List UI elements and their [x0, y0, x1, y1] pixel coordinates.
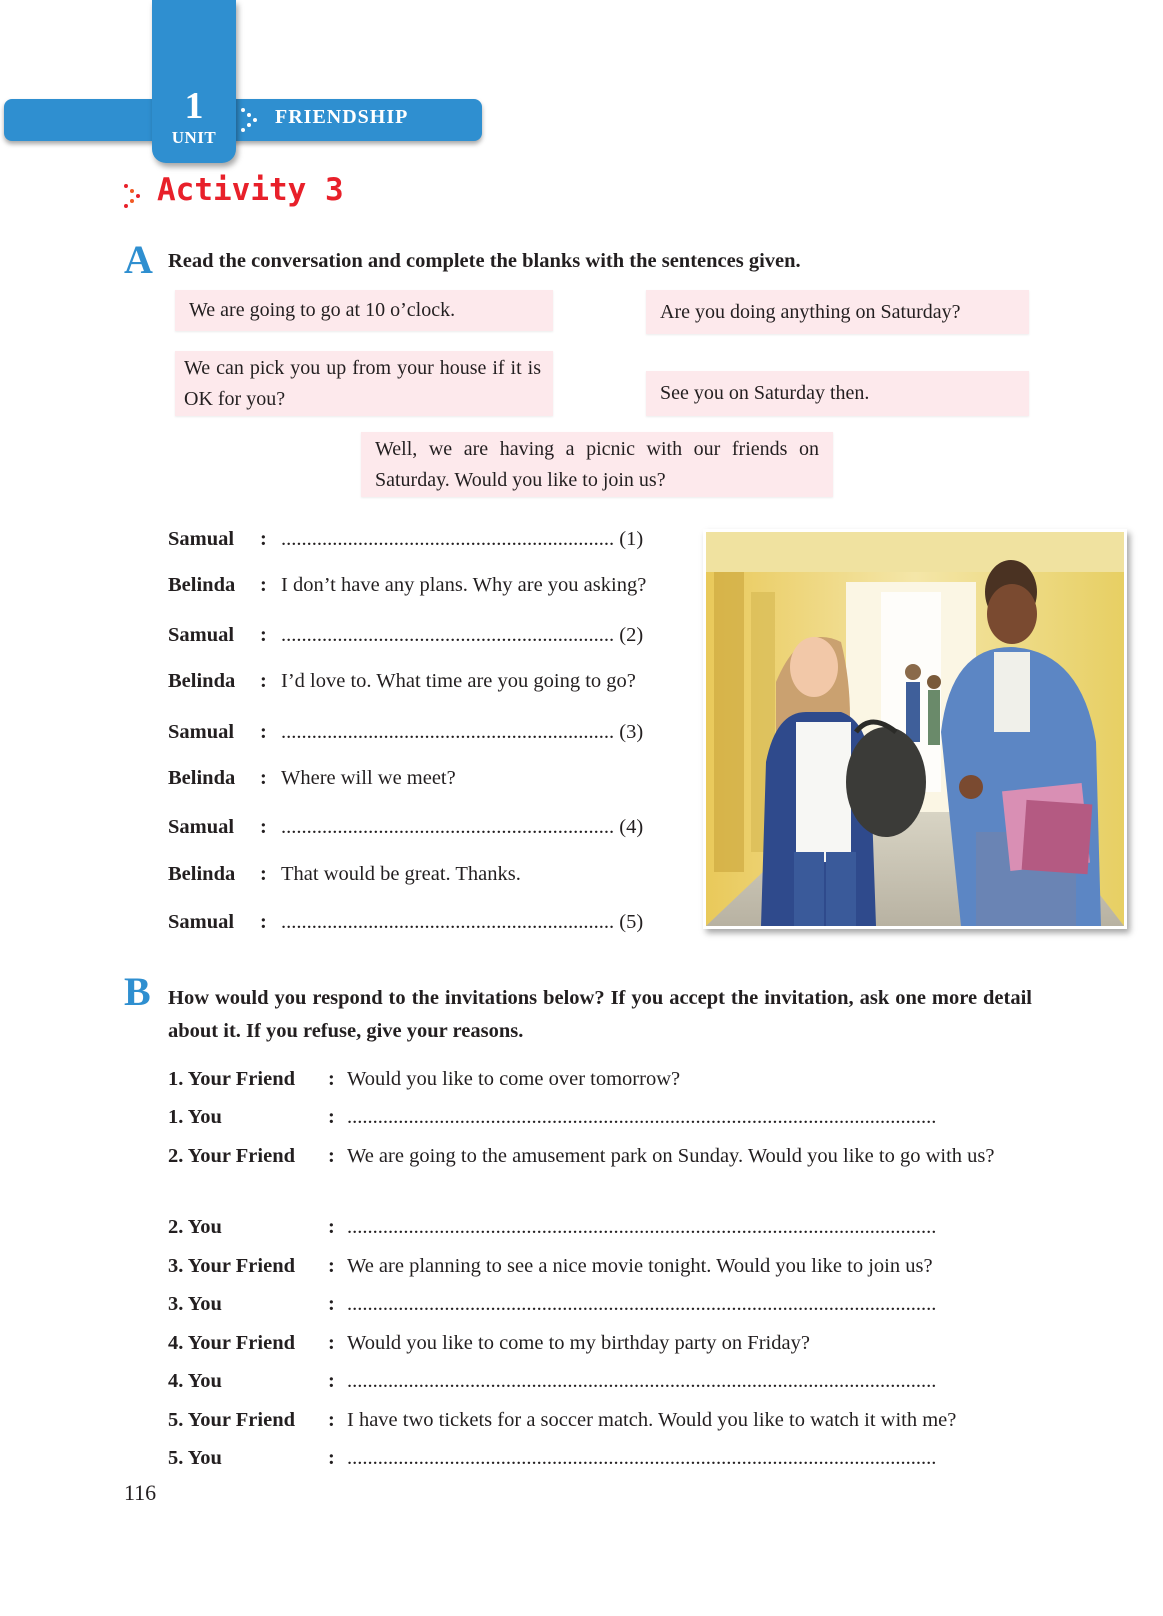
conversation-row — [168, 767, 668, 797]
conversation-row — [168, 624, 668, 654]
response-row — [168, 1211, 1032, 1245]
activity-title: Activity 3 — [157, 172, 344, 208]
speaker-colon: : — [260, 911, 267, 933]
speaker-colon: : — [260, 624, 267, 646]
invitation-text: We are going to the amusement park on Sunday. Would you like to go with us? — [347, 1145, 995, 1167]
respondent-colon: : — [328, 1447, 335, 1469]
respondent-colon: : — [328, 1370, 335, 1392]
answer-blank[interactable]: ................................................................................................................... — [347, 1447, 937, 1469]
respondent-colon: : — [328, 1409, 335, 1431]
response-row — [168, 1250, 1032, 1284]
answer-blank[interactable]: ................................................................................................................... — [347, 1293, 937, 1315]
response-row — [168, 1404, 1032, 1438]
sentence-box: See you on Saturday then. — [646, 371, 1029, 416]
respondent-label: 5. You — [168, 1447, 222, 1469]
conversation-row — [168, 670, 668, 700]
respondent-colon: : — [328, 1332, 335, 1354]
speaker-name: Samual — [168, 911, 235, 933]
response-row — [168, 1327, 1032, 1361]
section-b-instruction: How would you respond to the invitations below? If you accept the invitation, ask one more detail about it. If you refuse, give your reasons. — [168, 987, 1032, 1042]
response-row — [168, 1288, 1032, 1322]
answer-blank[interactable]: ................................................................. (4) — [281, 816, 644, 838]
respondent-label: 1. You — [168, 1106, 222, 1128]
unit-title: FRIENDSHIP — [275, 106, 409, 128]
dialogue-line: Where will we meet? — [281, 767, 456, 789]
conversation-row — [168, 721, 668, 751]
invitation-text: We are planning to see a nice movie tonight. Would you like to join us? — [347, 1255, 933, 1277]
respondent-label: 2. You — [168, 1216, 222, 1238]
conversation-row — [168, 816, 668, 846]
unit-label: UNIT — [171, 128, 217, 147]
speaker-colon: : — [260, 721, 267, 743]
respondent-label: 3. You — [168, 1293, 222, 1315]
respondent-label: 4. You — [168, 1370, 222, 1392]
section-a-instruction: Read the conversation and complete the blanks with the sentences given. — [168, 250, 801, 272]
sentence-box: We are going to go at 10 o’clock. — [175, 290, 553, 331]
answer-blank[interactable]: ................................................................................................................... — [347, 1216, 937, 1238]
speaker-name: Belinda — [168, 863, 236, 885]
speaker-name: Samual — [168, 721, 235, 743]
students-photo — [703, 529, 1127, 929]
invitation-text: Would you like to come to my birthday party on Friday? — [347, 1332, 810, 1354]
sentence-box: Are you doing anything on Saturday? — [646, 290, 1029, 334]
answer-blank[interactable]: ................................................................................................................... — [347, 1106, 937, 1128]
section-a-letter: A — [124, 237, 153, 282]
conversation-row — [168, 911, 668, 941]
unit-number: 1 — [184, 85, 204, 127]
answer-blank[interactable]: ................................................................. (2) — [281, 624, 644, 646]
answer-blank[interactable]: ................................................................. (3) — [281, 721, 644, 743]
speaker-colon: : — [260, 816, 267, 838]
conversation-row — [168, 863, 668, 893]
respondent-colon: : — [328, 1106, 335, 1128]
conversation-row — [168, 528, 668, 558]
respondent-label: 3. Your Friend — [168, 1255, 295, 1277]
answer-blank[interactable]: ................................................................. (5) — [281, 911, 644, 933]
speaker-name: Samual — [168, 816, 235, 838]
speaker-colon: : — [260, 528, 267, 550]
header-dots-icon — [241, 108, 261, 130]
dialogue-line: I don’t have any plans. Why are you asking? — [281, 574, 647, 596]
respondent-colon: : — [328, 1068, 335, 1090]
invitation-text: Would you like to come over tomorrow? — [347, 1068, 681, 1090]
unit-tab — [152, 0, 236, 163]
respondent-colon: : — [328, 1216, 335, 1238]
speaker-name: Belinda — [168, 574, 236, 596]
answer-blank[interactable]: ................................................................. (1) — [281, 528, 644, 550]
response-row — [168, 1365, 1032, 1399]
speaker-name: Belinda — [168, 767, 236, 789]
response-row — [168, 1442, 1032, 1476]
conversation-row — [168, 574, 668, 604]
response-row — [168, 1140, 1032, 1206]
activity-dots-icon — [124, 184, 144, 206]
sentence-box: We can pick you up from your house if it is OK for you? — [175, 351, 553, 416]
dialogue-line: I’d love to. What time are you going to go? — [281, 670, 636, 692]
speaker-colon: : — [260, 670, 267, 692]
sentence-box: Well, we are having a picnic with our friends on Saturday. Would you like to join us? — [361, 432, 833, 497]
respondent-colon: : — [328, 1293, 335, 1315]
speaker-colon: : — [260, 574, 267, 596]
speaker-colon: : — [260, 767, 267, 789]
speaker-colon: : — [260, 863, 267, 885]
answer-blank[interactable]: ................................................................................................................... — [347, 1370, 937, 1392]
section-b-letter: B — [124, 969, 151, 1014]
dialogue-line: That would be great. Thanks. — [281, 863, 521, 885]
invitation-text: I have two tickets for a soccer match. Would you like to watch it with me? — [347, 1409, 957, 1431]
response-row — [168, 1063, 1032, 1097]
speaker-name: Samual — [168, 624, 235, 646]
speaker-name: Belinda — [168, 670, 236, 692]
respondent-label: 5. Your Friend — [168, 1409, 295, 1431]
speaker-name: Samual — [168, 528, 235, 550]
respondent-colon: : — [328, 1145, 335, 1167]
page-number: 116 — [124, 1480, 157, 1505]
respondent-colon: : — [328, 1255, 335, 1277]
respondent-label: 2. Your Friend — [168, 1145, 295, 1167]
response-row — [168, 1101, 1032, 1135]
respondent-label: 4. Your Friend — [168, 1332, 295, 1354]
respondent-label: 1. Your Friend — [168, 1068, 295, 1090]
